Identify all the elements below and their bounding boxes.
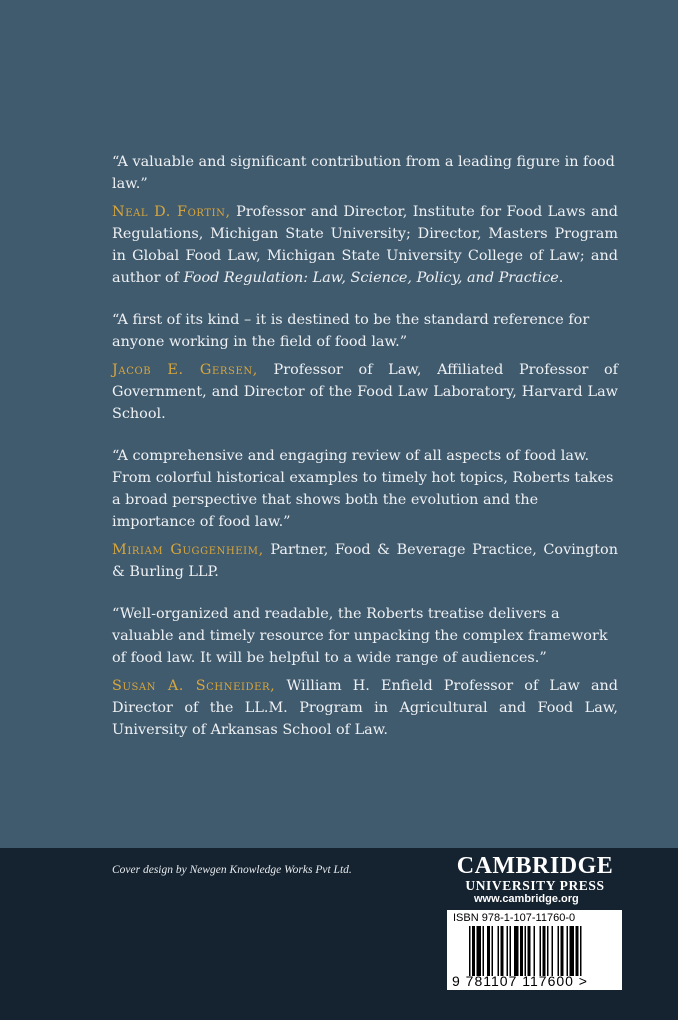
publisher-subtitle: UNIVERSITY PRESS bbox=[465, 878, 605, 893]
publisher-logo bbox=[447, 854, 623, 894]
endorsement-fortin bbox=[112, 151, 618, 289]
endorsement-guggenheim bbox=[112, 445, 618, 583]
barcode-bar bbox=[543, 926, 546, 976]
barcode-bar bbox=[528, 926, 531, 976]
isbn-barcode bbox=[447, 910, 622, 990]
barcode-bar bbox=[477, 926, 482, 976]
quote: “A valuable and significant contribution from a leading figure in food law.” bbox=[112, 154, 615, 192]
endorser-name: Jacob E. Gersen, bbox=[112, 362, 258, 378]
barcode-bar bbox=[487, 926, 490, 976]
barcode-bar bbox=[540, 926, 542, 976]
attribution bbox=[112, 201, 618, 289]
endorser-title: William H. Enfield Professor of Law and Director of the LL.M. Program in Agricultural and Food Law, University of Arkansas School of Law. bbox=[112, 678, 619, 738]
endorsement-schneider bbox=[112, 603, 618, 741]
attribution bbox=[112, 539, 618, 583]
attribution bbox=[112, 359, 618, 425]
publisher-name: CAMBRIDGE bbox=[456, 853, 614, 879]
barcode-bar bbox=[561, 926, 564, 976]
barcode-bar bbox=[558, 926, 560, 976]
endorser-name: Susan A. Schneider, bbox=[112, 678, 276, 694]
barcode-bar bbox=[507, 926, 509, 976]
barcode-bar bbox=[534, 926, 536, 976]
barcode-bar bbox=[552, 926, 554, 976]
barcode-bar bbox=[520, 926, 523, 976]
barcode-digits: 9 781107 117600 > bbox=[452, 973, 588, 989]
barcode-bar bbox=[501, 926, 504, 976]
endorser-name: Miriam Guggenheim, bbox=[112, 542, 264, 558]
endorsement-gersen bbox=[112, 309, 618, 425]
barcode-bar bbox=[525, 926, 527, 976]
cover-design-credit: Cover design by Newgen Knowledge Works Pvt Ltd. bbox=[112, 864, 352, 876]
barcode-bar bbox=[483, 926, 485, 976]
barcode-bars bbox=[469, 926, 609, 976]
book-title: Food Regulation: Law, Science, Policy, and Practice bbox=[183, 270, 559, 286]
barcode-bar bbox=[514, 926, 519, 976]
punctuation: . bbox=[558, 270, 564, 286]
quote: “A comprehensive and engaging review of all aspects of food law. From colorful historical examples to timely hot topics, Roberts takes a broad perspective that shows both the evolution and the importance of food law.” bbox=[112, 448, 614, 530]
barcode-bar bbox=[498, 926, 500, 976]
footer-band bbox=[0, 848, 678, 1020]
barcode-bar bbox=[510, 926, 512, 976]
endorser-title: Partner, Food & Beverage Practice, Covington & Burling LLP. bbox=[112, 542, 618, 580]
barcode-bar bbox=[472, 926, 475, 976]
barcode-bar bbox=[580, 926, 582, 976]
attribution bbox=[112, 675, 618, 741]
barcode-bar bbox=[567, 926, 569, 976]
quote: “A first of its kind – it is destined to be the standard reference for anyone working in the field of food law.” bbox=[112, 312, 590, 350]
isbn-number: ISBN 978-1-107-11760-0 bbox=[453, 912, 576, 924]
endorser-name: Neal D. Fortin, bbox=[112, 204, 231, 220]
quote: “Well-organized and readable, the Roberts treatise delivers a valuable and timely resource for unpacking the complex framework of food law. It will be helpful to a wide range of audiences.” bbox=[112, 606, 608, 666]
publisher-url: www.cambridge.org bbox=[474, 893, 579, 905]
barcode-bar bbox=[492, 926, 494, 976]
barcode-bar bbox=[576, 926, 579, 976]
endorser-title: Professor of Law, Affiliated Professor of Government, and Director of the Food Law Laboratory, Harvard Law School. bbox=[112, 362, 618, 422]
barcode-bar bbox=[570, 926, 575, 976]
barcode-bar bbox=[469, 926, 471, 976]
endorser-title: Professor and Director, Institute for Food Laws and Regulations, Michigan State University; Director, Masters Program in Global Food Law, Michigan State University College of Law; and author of bbox=[112, 204, 619, 286]
barcode-bar bbox=[547, 926, 549, 976]
endorsements bbox=[112, 151, 618, 761]
